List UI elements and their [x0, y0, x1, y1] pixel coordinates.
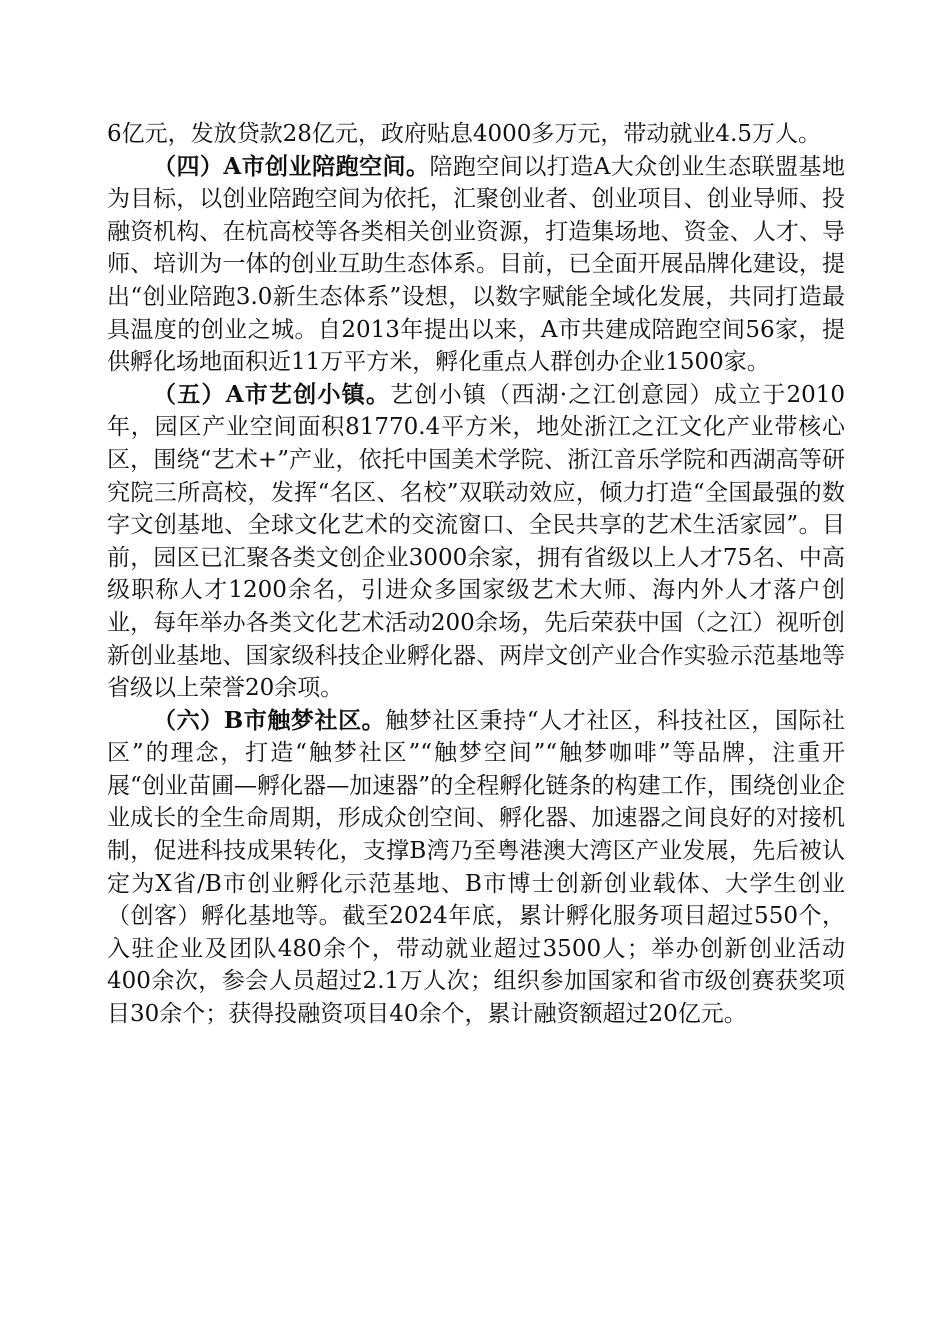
paragraph-text: 艺创小镇（西湖·之江创意园）成立于2010年，园区产业空间面积81770.4平方米，地处浙江之江文化产业带核心区，围绕“艺术+”产业，依托中国美术学院、浙江音乐学院和西湖高等研究院三所高校，发挥“名区、名校”双联动效应，倾力打造“全国最强的数字文创基地、全球文化艺术的交流窗口、全民共享的艺术生活家园”。目前，园区已汇聚各类文创企业3000余家，拥有省级以上人才75名、中高级职称人才1200余名，引进众多国家级艺术大师、海内外人才落户创业，每年举办各类文化艺术活动200余场，先后荣获中国（之江）视听创新创业基地、国家级科技企业孵化器、两岸文创产业合作实验示范基地等省级以上荣誉20余项。	[107, 381, 845, 702]
paragraph-section-5	[107, 379, 845, 705]
section-heading: （六）B市触梦社区。	[153, 706, 386, 734]
paragraph-continuation	[107, 118, 845, 151]
paragraph-text: 触梦社区秉持“人才社区，科技社区，国际社区”的理念，打造“触梦社区”“触梦空间”“触梦咖啡”等品牌，注重开展“创业苗圃—孵化器—加速器”的全程孵化链条的构建工作，围绕创业企业成长的全生命周期，形成众创空间、孵化器、加速器之间良好的对接机制，促进科技成果转化，支撑B湾乃至粤港澳大湾区产业发展，先后被认定为X省/B市创业孵化示范基地、B市博士创新创业载体、大学生创业（创客）孵化基地等。截至2024年底，累计孵化服务项目超过550个，入驻企业及团队480余个，带动就业超过3500人；举办创新创业活动400余次，参会人员超过2.1万人次；组织参加国家和省市级创赛获奖项目30余个；获得投融资项目40余个，累计融资额超过20亿元。	[107, 707, 845, 1028]
paragraph-section-6	[107, 705, 845, 1031]
document-page	[107, 118, 845, 1031]
paragraph-section-4	[107, 151, 845, 379]
section-heading: （五）A市艺创小镇。	[153, 380, 391, 408]
section-heading: （四）A市创业陪跑空间。	[153, 152, 430, 180]
paragraph-text: 6亿元，发放贷款28亿元，政府贴息4000多万元，带动就业4.5万人。	[107, 121, 822, 147]
paragraph-text: 陪跑空间以打造A大众创业生态联盟基地为目标，以创业陪跑空间为依托，汇聚创业者、创业项目、创业导师、投融资机构、在杭高校等各类相关创业资源，打造集场地、资金、人才、导师、培训为一体的创业互助生态体系。目前，已全面开展品牌化建设，提出“创业陪跑3.0新生态体系”设想，以数字赋能全域化发展，共同打造最具温度的创业之城。自2013年提出以来，A市共建成陪跑空间56家，提供孵化场地面积近11万平方米，孵化重点人群创办企业1500家。	[107, 153, 845, 376]
